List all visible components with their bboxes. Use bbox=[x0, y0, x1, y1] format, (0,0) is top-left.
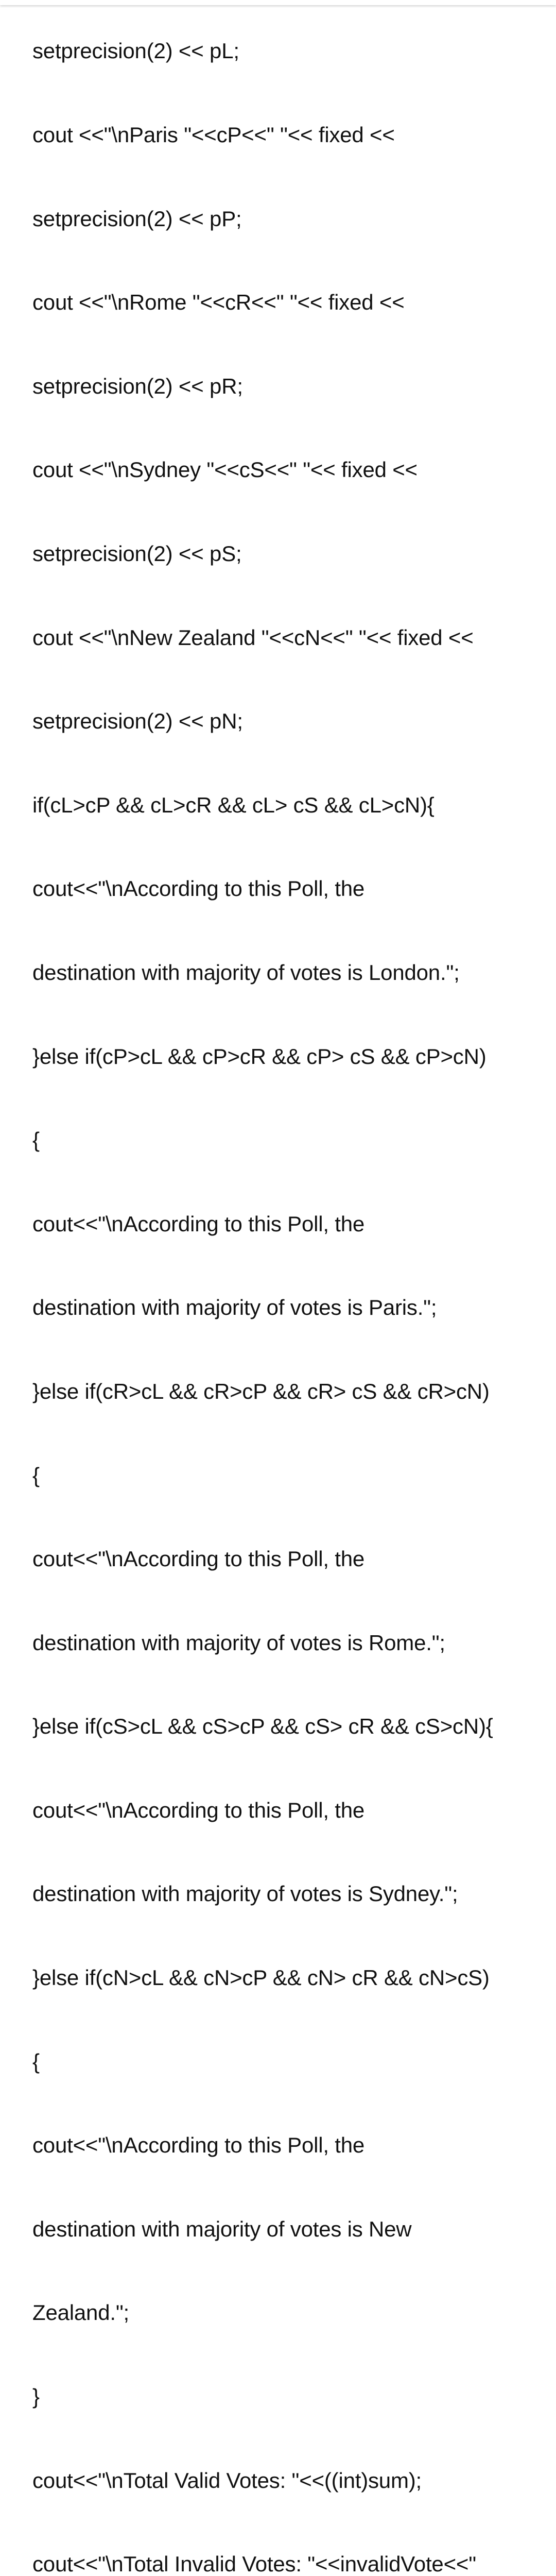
code-line: destination with majority of votes is Rome."; bbox=[32, 1630, 445, 1655]
code-line: setprecision(2) << pS; bbox=[32, 541, 242, 566]
code-line: cout<<"\nAccording to this Poll, the bbox=[32, 1211, 365, 1236]
code-line: cout <<"\nParis "<<cP<<" "<< fixed << bbox=[32, 123, 395, 147]
code-line: cout<<"\nAccording to this Poll, the bbox=[32, 2133, 365, 2158]
code-line: cout<<"\nAccording to this Poll, the bbox=[32, 1547, 365, 1571]
code-line: cout<<"\nTotal Invalid Votes: "<<invalidVote<<" bbox=[32, 2552, 476, 2576]
code-line: cout <<"\nRome "<<cR<<" "<< fixed << bbox=[32, 290, 405, 315]
code-line: }else if(cP>cL && cP>cR && cP> cS && cP>cN) bbox=[32, 1044, 486, 1069]
code-line: }else if(cR>cL && cR>cP && cR> cS && cR>cN) bbox=[32, 1379, 490, 1403]
code-line: setprecision(2) << pL; bbox=[32, 39, 239, 63]
code-line: cout <<"\nNew Zealand "<<cN<<" "<< fixed << bbox=[32, 625, 474, 650]
code-line: } bbox=[32, 2384, 40, 2409]
code-line: cout<<"\nTotal Valid Votes: "<<((int)sum); bbox=[32, 2468, 422, 2493]
code-line: Zealand."; bbox=[32, 2300, 130, 2325]
code-line: { bbox=[32, 1463, 40, 1487]
code-line: cout <<"\nSydney "<<cS<<" "<< fixed << bbox=[32, 457, 418, 482]
code-line: setprecision(2) << pN; bbox=[32, 709, 243, 734]
code-line: destination with majority of votes is New bbox=[32, 2216, 412, 2241]
code-line: setprecision(2) << pP; bbox=[32, 206, 242, 231]
code-line: { bbox=[32, 1128, 40, 1153]
top-edge-bar bbox=[0, 0, 556, 5]
code-line: cout<<"\nAccording to this Poll, the bbox=[32, 1798, 365, 1822]
code-text-block[interactable] bbox=[32, 0, 547, 2576]
code-line: destination with majority of votes is London."; bbox=[32, 960, 460, 985]
code-line: destination with majority of votes is Paris."; bbox=[32, 1295, 437, 1320]
code-line: cout<<"\nAccording to this Poll, the bbox=[32, 876, 365, 901]
code-line: setprecision(2) << pR; bbox=[32, 374, 243, 398]
code-line: }else if(cS>cL && cS>cP && cS> cR && cS>cN){ bbox=[32, 1714, 493, 1739]
code-line: }else if(cN>cL && cN>cP && cN> cR && cN>cS) bbox=[32, 1965, 490, 1990]
code-line: { bbox=[32, 2049, 40, 2074]
code-line: destination with majority of votes is Sydney."; bbox=[32, 1882, 458, 1906]
code-line: if(cL>cP && cL>cR && cL> cS && cL>cN){ bbox=[32, 792, 435, 817]
